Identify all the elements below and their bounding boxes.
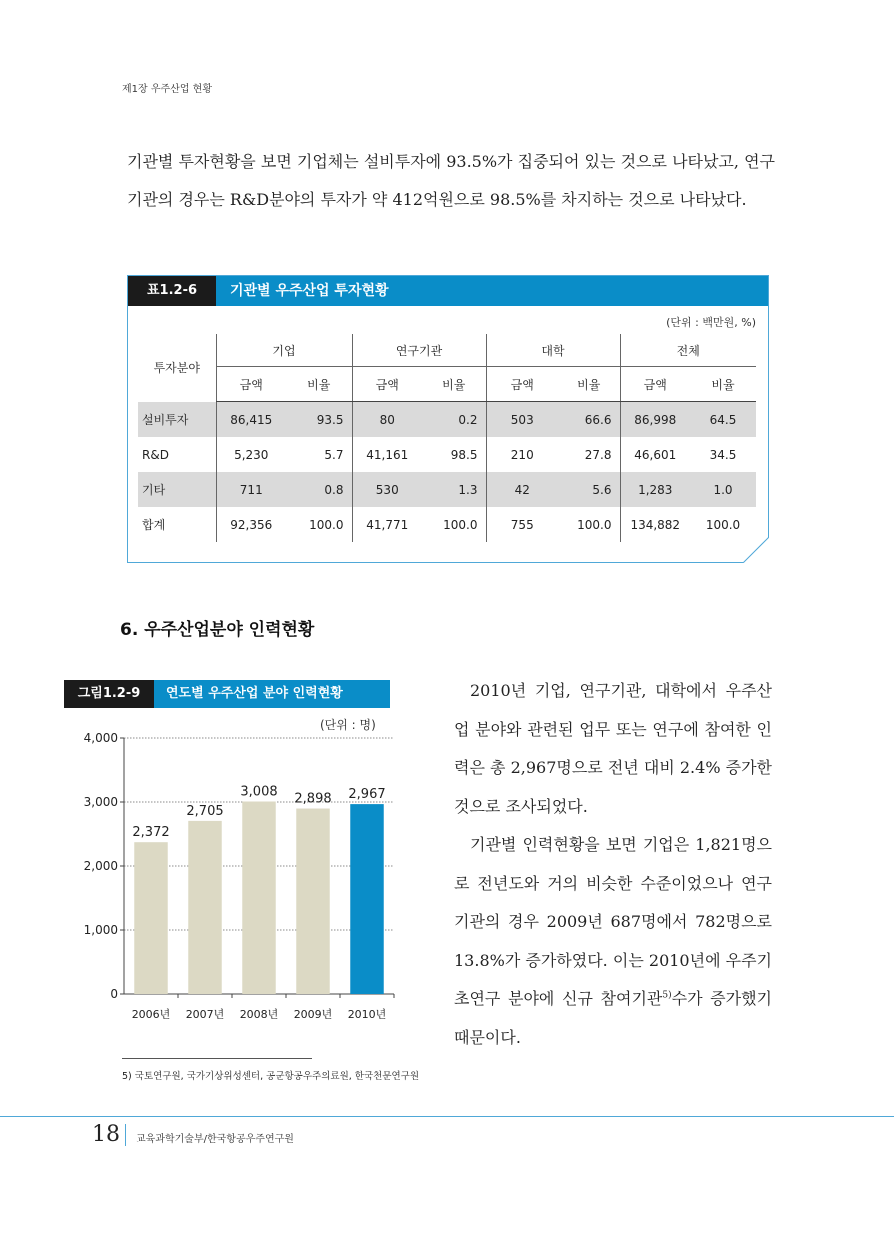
- subheader-ratio: 비율: [286, 367, 352, 402]
- row-name: 설비투자: [138, 402, 216, 438]
- cell: 1,283: [620, 472, 690, 507]
- cell: 210: [486, 437, 558, 472]
- cell: 1.0: [690, 472, 756, 507]
- x-tick-label: 2010년: [347, 1008, 387, 1021]
- cell: 93.5: [286, 402, 352, 438]
- group-header: 대학: [486, 334, 620, 367]
- table-caption: 기관별 우주산업 투자현황: [230, 283, 389, 299]
- subheader-amount: 금액: [352, 367, 422, 402]
- row-name: 합계: [142, 518, 166, 532]
- investment-table-box: [127, 275, 769, 563]
- cell: 27.8: [584, 447, 612, 462]
- body-paragraph-2-tail: 수가 증가했기 때문이다.: [454, 989, 772, 1047]
- cell: 86,998: [620, 402, 690, 438]
- cell: 755: [486, 507, 558, 542]
- table-row: [138, 402, 756, 438]
- row-name: 기타: [138, 472, 216, 507]
- subheader-ratio: 비율: [558, 367, 620, 402]
- chapter-header: 제1장 우주산업 현황: [122, 84, 212, 95]
- y-tick-label: 4,000: [83, 731, 118, 745]
- cell: 0.2: [422, 402, 486, 438]
- cell: 80: [352, 402, 422, 438]
- cell: 5.6: [558, 472, 620, 507]
- cell: 5,230: [216, 437, 286, 472]
- table-corner-fold: [743, 537, 769, 563]
- subheader-amount: 금액: [216, 367, 286, 402]
- cell: 46,601: [620, 437, 690, 472]
- cell: 64.5: [690, 402, 756, 438]
- cell: 134,882: [620, 507, 690, 542]
- intro-paragraph: 기관별 투자현황을 보면 기업체는 설비투자에 93.5%가 집중되어 있는 것으로 나타났고, 연구기관의 경우는 R&D분야의 투자가 약 412억원으로 98.5%를 차지하는 것으로 나타났다.: [127, 152, 775, 209]
- bar-value-label: 2,898: [294, 791, 332, 807]
- cell: 530: [352, 472, 422, 507]
- y-tick-label: 1,000: [83, 923, 118, 937]
- cell: 100.0: [309, 517, 344, 532]
- table-unit: (단위 : 백만원, %): [666, 316, 756, 329]
- bar: [242, 801, 275, 994]
- cell: 711: [216, 472, 286, 507]
- x-tick-label: 2006년: [131, 1008, 171, 1021]
- cell: 0.8: [286, 472, 352, 507]
- investment-table: [138, 334, 756, 542]
- subheader-ratio: 비율: [422, 367, 486, 402]
- bar: [350, 804, 383, 994]
- cell: 5.7: [324, 447, 344, 462]
- body-paragraph-2: [454, 826, 772, 1057]
- section-title: 6. 우주산업분야 인력현황: [120, 620, 315, 640]
- cell: 100.0: [443, 517, 478, 532]
- table-title-bar: [128, 276, 768, 306]
- subheader-amount: 금액: [620, 367, 690, 402]
- table-row: [138, 437, 756, 472]
- table-row: [138, 472, 756, 507]
- footer-divider: [125, 1124, 126, 1146]
- workforce-bar-chart: [60, 726, 400, 1026]
- table-row: [138, 507, 756, 542]
- cell: 100.0: [577, 517, 612, 532]
- body-paragraph-1: 2010년 기업, 연구기관, 대학에서 우주산업 분야와 관련된 업무 또는 연구에 참여한 인력은 총 2,967명으로 전년 대비 2.4% 증가한 것으로 조사되었다.: [454, 681, 772, 816]
- footer-publisher: 교육과학기술부/한국항공우주연구원: [136, 1134, 294, 1145]
- bar-value-label: 3,008: [240, 784, 278, 800]
- group-header: 연구기관: [352, 334, 486, 367]
- subheader-amount: 금액: [486, 367, 558, 402]
- footnote-ref: 5): [662, 990, 672, 1001]
- table-label: 표1.2-6: [128, 276, 216, 306]
- body-text: [454, 672, 772, 1057]
- y-tick-label: 3,000: [83, 795, 118, 809]
- x-tick-label: 2009년: [293, 1008, 333, 1021]
- group-header: 전체: [620, 334, 756, 367]
- x-tick-label: 2008년: [239, 1008, 279, 1021]
- row-header-cell: 투자분야: [153, 361, 200, 376]
- cell: 100.0: [705, 517, 741, 532]
- y-tick-label: 2,000: [83, 859, 118, 873]
- cell: 41,161: [352, 437, 422, 472]
- figure-unit: (단위 : 명): [320, 718, 376, 732]
- cell: 86,415: [216, 402, 286, 438]
- bar: [188, 821, 221, 994]
- cell: 503: [486, 402, 558, 438]
- row-name: R&D: [142, 447, 169, 462]
- figure-caption: 연도별 우주산업 분야 인력현황: [166, 686, 343, 701]
- page-number: 18: [92, 1122, 120, 1147]
- cell: 42: [486, 472, 558, 507]
- y-tick-label: 0: [110, 987, 118, 1001]
- footnote-rule: [122, 1058, 312, 1059]
- footnote: 5) 국토연구원, 국가기상위성센터, 공군항공우주의료원, 한국천문연구원: [122, 1071, 420, 1082]
- group-header: 기업: [216, 334, 352, 367]
- bar: [296, 809, 329, 994]
- figure-title-bar: [64, 680, 390, 708]
- footer-rule: [0, 1116, 894, 1117]
- bar-value-label: 2,967: [348, 787, 386, 803]
- subheader-ratio: 비율: [690, 367, 756, 402]
- cell: 1.3: [422, 472, 486, 507]
- bar: [134, 842, 167, 994]
- figure-label: 그림1.2-9: [64, 680, 154, 708]
- bar-value-label: 2,372: [132, 825, 170, 841]
- cell: 34.5: [709, 447, 737, 462]
- x-tick-label: 2007년: [185, 1008, 225, 1021]
- cell: 98.5: [450, 447, 478, 462]
- cell: 92,356: [216, 507, 286, 542]
- bar-value-label: 2,705: [186, 803, 224, 819]
- cell: 41,771: [352, 507, 422, 542]
- body-paragraph-2-main: 기관별 인력현황을 보면 기업은 1,821명으로 전년도와 거의 비슷한 수준이었으나 연구기관의 경우 2009년 687명에서 782명으로 13.8%가 증가하였다. 이는 2010년에 우주기초연구 분야에 신규 참여기관: [454, 835, 772, 1008]
- cell: 66.6: [558, 402, 620, 438]
